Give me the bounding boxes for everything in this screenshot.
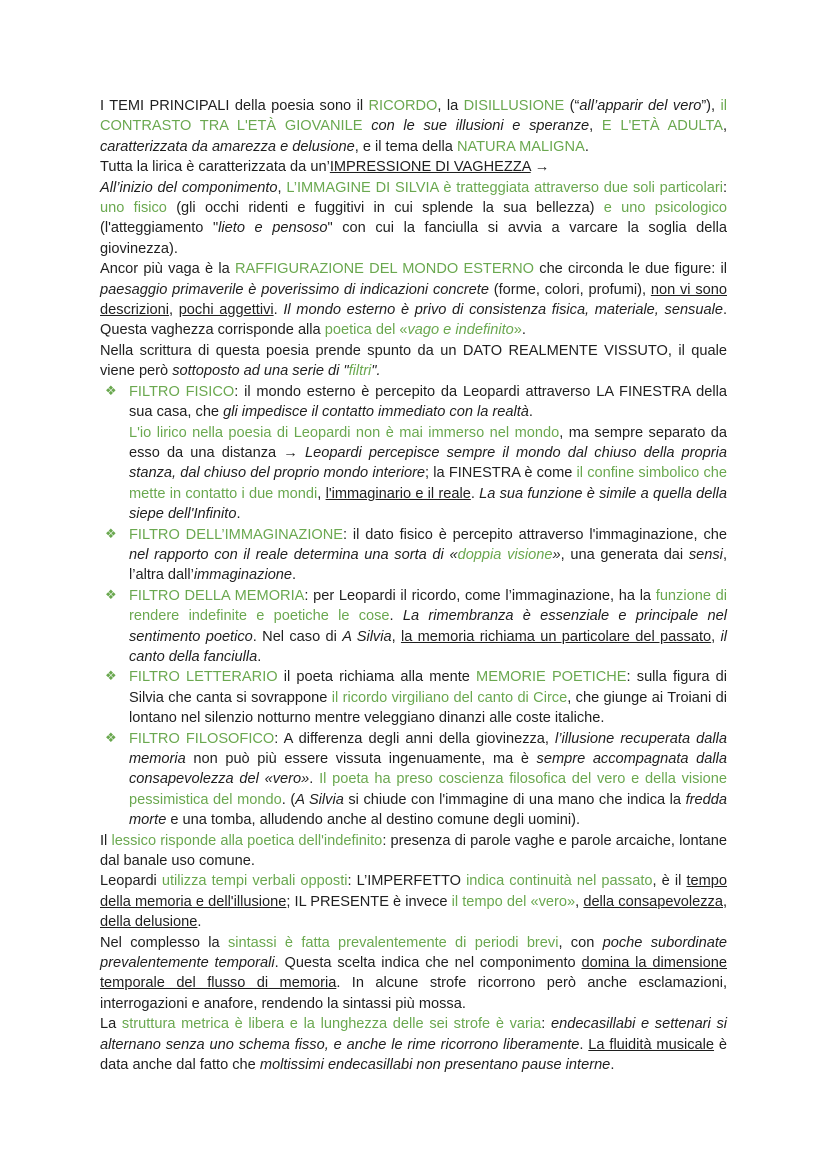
keyword-eta-adulta: E L'ETÀ ADULTA: [601, 118, 723, 135]
list-item-filtro-letterario: ❖ FILTRO LETTERARIO il poeta richiama alla mente MEMORIE POETICHE: sulla figura di Silvia che canta si sovrappone il ricordo virgiliano del canto di Circe, che giunge ai Troiani di lontano nel silenzio notturno mentre veleggiano dinanzi alle coste italiche.: [105, 669, 727, 727]
diamond-bullet-icon: ❖: [105, 587, 117, 603]
list-item-filtro-memoria: ❖ FILTRO DELLA MEMORIA: per Leopardi il ricordo, come l’immaginazione, ha la funzione di rendere indefinite e poetiche le cose. La rimembranza è essenziale e principale nel sentimento poetico. Nel caso di A Silvia, la memoria richiama un particolare del passato, il canto della fanciulla.: [105, 587, 728, 665]
list-item-filtro-fisico: ❖ FILTRO FISICO: il mondo esterno è percepito da Leopardi attraverso LA FINESTRA della sua casa, che gli impedisce il contatto immediato con la realtà. L'io lirico nella poesia di Leopardi non è mai immerso nel mondo, ma sempre separato da esso da una distanza → Leopardi percepisce sempre il mondo dal chiuso della propria stanza, dal chiuso del proprio mondo interiore; la FINESTRA è come il confine simbolico che mette in contatto i due mondi, l'immaginario e il reale. La sua funzione è simile a quella della siepe dell'Infinito.: [105, 383, 728, 523]
filtri-list: [100, 382, 727, 831]
scrittura-paragraph: Nella scrittura di questa poesia prende spunto da un DATO REALMENTE VISSUTO, il quale viene però sottoposto ad una serie di "filtri".: [100, 342, 727, 380]
diamond-bullet-icon: ❖: [105, 669, 117, 685]
keyword-contrasto: il CONTRASTO TRA L'ETÀ GIOVANILE: [100, 98, 727, 135]
keyword-impressione-vaghezza: IMPRESSIONE DI VAGHEZZA: [329, 159, 531, 176]
diamond-bullet-icon: ❖: [105, 383, 117, 399]
document-page: [100, 96, 727, 1076]
diamond-bullet-icon: ❖: [105, 526, 117, 542]
mondo-esterno-paragraph: Ancor più vaga è la RAFFIGURAZIONE DEL MONDO ESTERNO che circonda le due figure: il paesaggio primaverile è poverissimo di indicazioni concrete (forme, colori, profumi), non vi sono descrizioni, pochi aggettivi. Il mondo esterno è privo di consistenza fisica, materiale, sensuale. Questa vaghezza corrisponde alla poetica del «vago e indefinito».: [100, 261, 728, 339]
diamond-bullet-icon: ❖: [105, 730, 117, 746]
list-item-filtro-immaginazione: ❖ FILTRO DELL’IMMAGINAZIONE: il dato fisico è percepito attraverso l'immaginazione, che nel rapporto con il reale determina una sorta di «doppia visione», una generata dai sensi, l’altra dall’immaginazione.: [105, 526, 727, 584]
metrica-paragraph: La struttura metrica è libera e la lunghezza delle sei strofe è varia: endecasillabi e settenari si alternano senza uno schema fisso, e anche le rime ricorrono liberamente. La fluidità musicale è data anche dal fatto che moltissimi endecasillabi non presentano pause interne.: [100, 1016, 728, 1074]
list-item-filtro-filosofico: ❖ FILTRO FILOSOFICO: A differenza degli anni della giovinezza, l’illusione recuperata dalla memoria non può più essere vissuta ingenuamente, ma è sempre accompagnata dalla consapevolezza del «vero». Il poeta ha preso coscienza filosofica del vero e della visione pessimistica del mondo. (A Silvia si chiude con l'immagine di una mano che indica la fredda morte e una tomba, alludendo anche al destino comune degli uomini).: [105, 730, 727, 829]
vaghezza-paragraph: Tutta la lirica è caratterizzata da un’IMPRESSIONE DI VAGHEZZA →: [100, 159, 550, 176]
silvia-paragraph: All’inizio del componimento, L’IMMAGINE DI SILVIA è tratteggiata attraverso due soli particolari: uno fisico (gli occhi ridenti e fuggitivi in cui splende la sua bellezza) e uno psicologico (l'atteggiamento "lieto e pensoso" con cui la fanciulla si avvia a varcare la soglia della giovinezza).: [100, 179, 728, 257]
keyword-natura-maligna: NATURA MALIGNA: [456, 138, 585, 155]
intro-paragraph: I TEMI PRINCIPALI della poesia sono il RICORDO, la DISILLUSIONE (“all’apparir del vero”), il CONTRASTO TRA L'ETÀ GIOVANILE con le sue illusioni e speranze, E L'ETÀ ADULTA, caratterizzata da amarezza e delusione, e il tema della NATURA MALIGNA.: [100, 98, 728, 155]
sintassi-paragraph: Nel complesso la sintassi è fatta prevalentemente di periodi brevi, con poche subordinate prevalentemente temporali. Questa scelta indica che nel componimento domina la dimensione temporale del flusso di memoria. In alcune strofe ricorrono però anche esclamazioni, interrogazioni e anafore, rendendo la sintassi più mossa.: [100, 934, 728, 1012]
lessico-paragraph: Il lessico risponde alla poetica dell'indefinito: presenza di parole vaghe e parole arcaiche, lontane dal banale uso comune.: [100, 832, 727, 870]
tempi-verbali-paragraph: Leopardi utilizza tempi verbali opposti: L’IMPERFETTO indica continuità nel passato, è il tempo della memoria e dell'illusione; IL PRESENTE è invece il tempo del «vero», della consapevolezza, della delusione.: [100, 873, 727, 931]
keyword-disillusione: DISILLUSIONE: [463, 98, 565, 114]
arrow-icon: →: [530, 159, 550, 176]
keyword-ricordo: RICORDO: [368, 98, 438, 114]
